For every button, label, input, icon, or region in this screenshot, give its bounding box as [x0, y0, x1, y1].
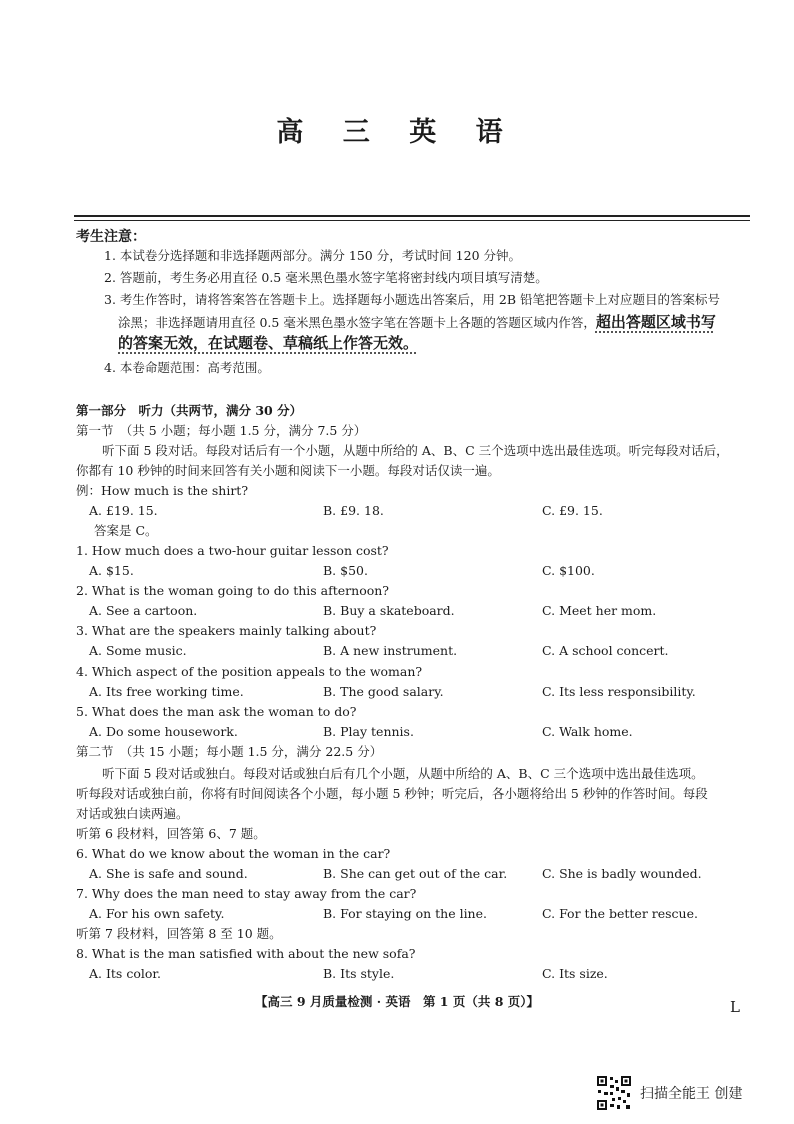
section2-instruction-2: 听每段对话或独白前，你将有时间阅读各个小题，每小题 5 秒钟；听完后，各小题将给出 5 秒钟的作答时间。每段 [76, 786, 708, 801]
q8-option-c: C. Its size. [542, 966, 608, 981]
scanner-watermark: 扫描全能王 创建 [640, 1086, 743, 1102]
section1-heading: 第一节 （共 5 小题；每小题 1.5 分，满分 7.5 分） [76, 423, 367, 438]
q6-option-a: A. She is safe and sound. [89, 866, 248, 881]
notice-item-1: 1. 本试卷分选择题和非选择题两部分。满分 150 分，考试时间 120 分钟。 [104, 248, 522, 263]
q1-option-b: B. $50. [323, 563, 368, 578]
material-6-heading: 听第 6 段材料，回答第 6、7 题。 [76, 826, 266, 841]
notice-item-4: 4. 本卷命题范围：高考范围。 [104, 360, 270, 375]
example-question: 例：How much is the shirt? [76, 483, 249, 498]
q1-option-a: A. $15. [89, 563, 134, 578]
notice-item-2: 2. 答题前，考生务必用直径 0.5 毫米黑色墨水签字笔将密封线内项目填写清楚。 [104, 270, 548, 285]
section2-instruction-1: 听下面 5 段对话或独白。每段对话或独白后有几个小题，从题中所给的 A、B、C 三个选项中选出最佳选项。 [102, 766, 704, 781]
page-footer: 【高三 9 月质量检测 · 英语 第 1 页（共 8 页）】 [254, 994, 539, 1009]
q5-option-c: C. Walk home. [542, 724, 633, 739]
material-7-heading: 听第 7 段材料，回答第 8 至 10 题。 [76, 926, 282, 941]
scanner-strip [0, 1036, 794, 1124]
q8-option-a: A. Its color. [89, 966, 161, 981]
section2-instruction-3: 对话或独白读两遍。 [76, 806, 189, 821]
q2-option-b: B. Buy a skateboard. [323, 603, 455, 618]
notice-emphasis-1: 超出答题区域书写 [595, 313, 716, 331]
notice-item-3: 3. 考生作答时，请将答案答在答题卡上。选择题每小题选出答案后，用 2B 铅笔把答题卡上对应题目的答案标号 [104, 292, 720, 307]
qr-code-icon [596, 1075, 632, 1111]
q8-option-b: B. Its style. [323, 966, 395, 981]
header-rule-thin [74, 220, 750, 221]
q5-option-b: B. Play tennis. [323, 724, 414, 739]
section2-heading: 第二节 （共 15 小题；每小题 1.5 分，满分 22.5 分） [76, 744, 383, 759]
example-option-c: C. £9. 15. [542, 503, 603, 518]
page-title: 高 三 英 语 [276, 117, 518, 148]
q3-option-c: C. A school concert. [542, 643, 669, 658]
question-2: 2. What is the woman going to do this afternoon? [76, 583, 389, 598]
q7-option-a: A. For his own safety. [89, 906, 225, 921]
question-7: 7. Why does the man need to stay away from the car? [76, 886, 417, 901]
q4-option-b: B. The good salary. [323, 684, 444, 699]
example-answer: 答案是 C。 [94, 523, 158, 538]
question-1: 1. How much does a two-hour guitar lesson cost? [76, 543, 389, 558]
q1-option-c: C. $100. [542, 563, 595, 578]
question-5: 5. What does the man ask the woman to do? [76, 704, 357, 719]
q6-option-c: C. She is badly wounded. [542, 866, 702, 881]
section1-instruction-2: 你都有 10 秒钟的时间来回答有关小题和阅读下一小题。每段对话仅读一遍。 [76, 463, 500, 478]
header-rule-thick [74, 215, 750, 217]
example-option-b: B. £9. 18. [323, 503, 384, 518]
q2-option-c: C. Meet her mom. [542, 603, 657, 618]
section1-instruction-1: 听下面 5 段对话。每段对话后有一个小题，从题中所给的 A、B、C 三个选项中选出最佳选项。听完每段对话后， [102, 443, 729, 458]
q5-option-a: A. Do some housework. [89, 724, 238, 739]
notice-item-3-text: 涂黑；非选择题请用直径 0.5 毫米黑色墨水签字笔在答题卡上各题的答题区域内作答， [118, 315, 596, 330]
q6-option-b: B. She can get out of the car. [323, 866, 508, 881]
q4-option-c: C. Its less responsibility. [542, 684, 696, 699]
notice-item-3-cont [118, 313, 716, 332]
question-4: 4. Which aspect of the position appeals to the woman? [76, 664, 423, 679]
question-6: 6. What do we know about the woman in the car? [76, 846, 391, 861]
q7-option-c: C. For the better rescue. [542, 906, 698, 921]
notice-heading: 考生注意： [76, 229, 146, 245]
q7-option-b: B. For staying on the line. [323, 906, 487, 921]
question-8: 8. What is the man satisfied with about the new sofa? [76, 946, 416, 961]
q2-option-a: A. See a cartoon. [89, 603, 198, 618]
q3-option-b: B. A new instrument. [323, 643, 458, 658]
q3-option-a: A. Some music. [89, 643, 187, 658]
q4-option-a: A. Its free working time. [89, 684, 244, 699]
question-3: 3. What are the speakers mainly talking about? [76, 623, 377, 638]
part1-heading: 第一部分 听力（共两节，满分 30 分） [76, 403, 303, 418]
example-option-a: A. £19. 15. [89, 503, 158, 518]
notice-emphasis-2: 的答案无效，在试题卷、草稿纸上作答无效。 [118, 334, 419, 352]
version-letter: L [730, 998, 740, 1016]
